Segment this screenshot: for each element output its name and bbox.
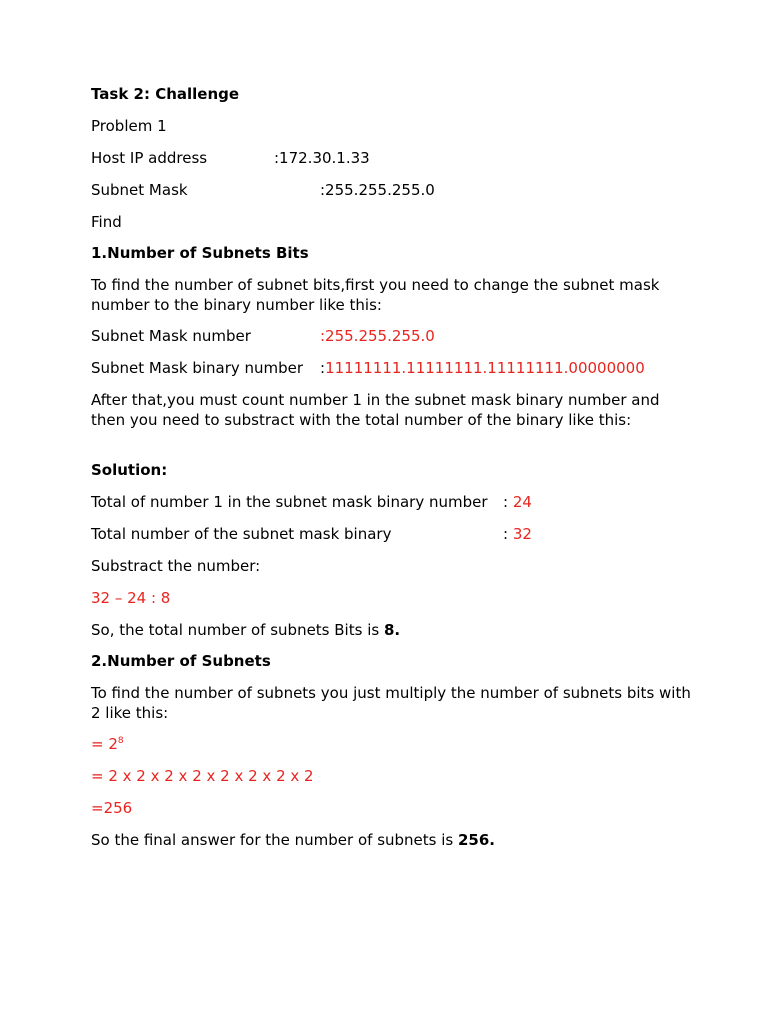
power-exponent: 8 [117,736,124,746]
conclusion1-prefix: So, the total number of subnets Bits is [91,621,384,639]
after-that-paragraph: After that,you must count number 1 in the subnet mask binary number and then you need to substract with the total number of the binary like this: [91,391,660,429]
power-base: = 2 [91,735,118,753]
total-bits-row [503,524,532,544]
mask-binary-colon: : [320,359,326,377]
power-line [91,734,124,754]
mask-binary-value: 11111111.11111111.11111111.00000000 [325,359,645,377]
conclusion2-prefix: So the final answer for the number of subnets is [91,831,458,849]
host-ip-label: Host IP address [91,149,208,167]
conclusion2-value: 256. [458,831,496,849]
subnet-mask-value: :255.255.255.0 [320,181,435,199]
total-bits-colon: : [503,525,509,543]
total-bits-label: Total number of the subnet mask binary [91,525,392,543]
host-ip-value: :172.30.1.33 [274,149,370,167]
section1-heading: 1.Number of Subnets Bits [91,244,309,262]
find-label: Find [91,213,122,231]
total-ones-row [503,492,532,512]
task-title: Task 2: Challenge [91,85,240,103]
total-ones-label: Total of number 1 in the subnet mask binary number [91,493,488,511]
substract-label: Substract the number: [91,557,261,575]
total-ones-colon: : [503,493,509,511]
mask-number-label: Subnet Mask number [91,327,251,345]
section1-intro: To find the number of subnet bits,first you need to change the subnet mask number to the binary number like this: [91,276,660,314]
mask-binary-label: Subnet Mask binary number [91,359,304,377]
conclusion1-value: 8. [383,621,401,639]
multiply-line: = 2 x 2 x 2 x 2 x 2 x 2 x 2 x 2 [91,767,314,785]
problem-label: Problem 1 [91,117,167,135]
section2-intro: To find the number of subnets you just multiply the number of subnets bits with 2 like this: [91,684,691,722]
conclusion2 [91,830,495,850]
calc-line: 32 – 24 : 8 [91,589,171,607]
subnet-mask-label: Subnet Mask [91,181,188,199]
mask-number-value: :255.255.255.0 [320,327,435,345]
total-bits-value: 32 [512,525,532,543]
conclusion1 [91,620,400,640]
result-line: =256 [91,799,133,817]
section2-heading: 2.Number of Subnets [91,652,271,670]
solution-heading: Solution: [91,461,168,479]
total-ones-value: 24 [512,493,532,511]
mask-binary-row [320,358,645,378]
